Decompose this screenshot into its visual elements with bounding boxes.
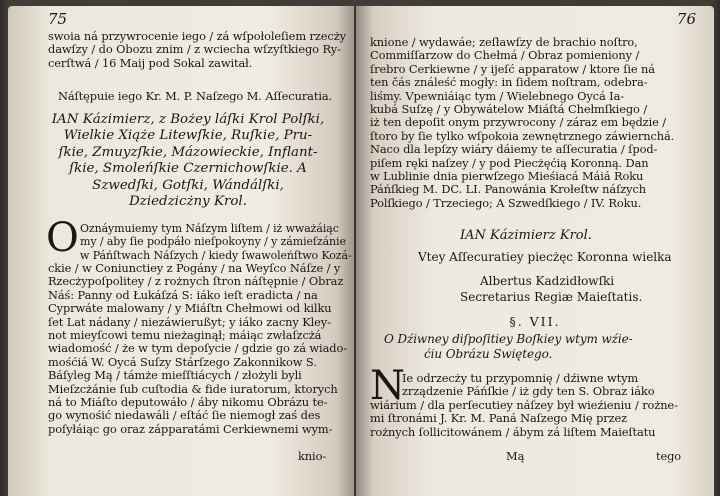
left-body-first	[80, 222, 352, 262]
text-line: Polſkiego / Trzeciego; A Szwedſkiego / IV. Roku.	[370, 195, 642, 210]
text-line: ná to Miáſto deputowáło / áby nikomu Obrázu te-	[48, 395, 328, 410]
right-body	[370, 36, 674, 210]
right-page-number: 76	[676, 10, 696, 28]
title-line: ſkie, Zmuyzſkie, Mázowieckie, Inflant-	[58, 144, 318, 160]
right-page	[356, 6, 714, 496]
text-line: zrządzenie Páńſkie / iż gdy ten S. Obraz iáko	[402, 384, 655, 399]
left-body	[48, 262, 347, 436]
left-catchword: knio-	[298, 449, 327, 463]
text-line: ſrebro Cerkiewne / y ijeſć apparatow / ktore ſie ná	[370, 61, 655, 76]
text-line: poſyłáiąc go oraz zápparatámi Cerkiewnemi wym-	[48, 421, 333, 436]
drop-cap: N	[370, 363, 405, 409]
left-page	[8, 6, 354, 496]
text-line: Naco dla lepſzy wiáry dáiemy te aſſecuratia / ſpod-	[370, 142, 658, 157]
text-line: Commiſſarzow do Chełmá / Obraz pomieniony /	[370, 48, 640, 63]
text-line: mośćiá W. Oycá Suſzy Stárſzego Zakonnikow S.	[48, 354, 317, 369]
left-heading: Náſtępuie iego Kr. M. P. Naſzego M. Aſſecuratia.	[58, 89, 333, 103]
title-line: Szwedſki, Gotſki, Wándálſki,	[92, 177, 284, 193]
text-line: mi ſtronámi J. Kr. M. Paná Naſzego Mię przez	[370, 411, 628, 426]
royal-title	[48, 112, 328, 210]
right-catchword: tego	[656, 449, 682, 463]
section-title	[384, 332, 633, 362]
text-line: piſem ręki naſzey / y pod Piecżęćią Koronną. Dan	[370, 155, 649, 170]
text-line: go wynośić niedawáli / eſtáć ſie niemogł zaś des	[48, 408, 321, 423]
text-line: w Páńſtwach Náſzych / kiedy ſwawoleńſtwo Kozá-	[80, 248, 352, 262]
text-line: Cyprwáte malowany / y Miáſtn Chełmowi od kilku	[48, 301, 332, 316]
left-page-number: 75	[48, 10, 68, 28]
text-line: cerſtwá / 16 Maij pod Sokal zawitał.	[48, 55, 253, 70]
section-mark: §. VII.	[509, 314, 561, 329]
title-line: ſkie, Smoleńſkie Czernichowſkie. A	[69, 161, 307, 177]
text-line: Ie odrzecży tu przypomnię / dźiwne wtym	[402, 371, 639, 385]
text-line: Rzecżypoſpolitey / z rożnych ſtron náſtępnie / Obraz	[48, 274, 344, 289]
text-line: Báſyleg Mą / támże mieſſtiácych / złożyli byli	[48, 368, 302, 383]
text-line: knione / wydawáe; zeſławſzy de brachio noſtro,	[370, 35, 638, 49]
text-line: wiárium / dla perſecutiey náſzey był wieźieniu / rożne-	[370, 398, 678, 412]
secretary-title: Secretarius Regiæ Maieſtatis.	[460, 290, 643, 304]
text-line: ten čás ználeść mogły: in ſidem noſtram, odebra-	[370, 75, 648, 90]
right-drop-body	[402, 372, 654, 399]
text-line: not mieyſcowi temu nieżaginął; máiąc zwłaſzcżá	[48, 328, 322, 343]
text-line: rożnych ſollicitowánem / ábym zá liſtem Maieſtatu	[370, 424, 656, 439]
right-catchword-left: Mą	[506, 449, 525, 463]
text-line: Mieſzcżánie ſub cuſtodia & fide iuratorum, ktorych	[48, 381, 338, 396]
drop-cap: O	[46, 215, 79, 261]
title-line: Wielkie Xiąże Litewſkie, Ruſkie, Pru-	[63, 128, 313, 144]
title-line: IAN Kázimierz, z Bożey láſki Krol Polſki,	[51, 112, 325, 127]
text-line: iż ten depoſit onym przywrocony / záraz em będzie /	[370, 115, 667, 130]
text-line: O Dźiwney diſpoſitiey Boſkiey wtym wźie-	[384, 332, 633, 346]
title-line: Dziedzicżny Krol.	[129, 194, 247, 210]
right-body-continued	[370, 399, 678, 439]
text-line: liśmy. Vpewniáiąc tym / Wielebnego Oycá Ia-	[370, 88, 625, 103]
text-line: Oznáymuiemy tym Náſzym liſtem / iż wważáiąc	[80, 222, 339, 235]
text-line: ſtoro by ſie tylko wſpokoia zewnętrznego záwiernchá.	[370, 128, 675, 143]
text-line: dawſzy / do Obozu znim / z wciecha wſzyſtkiego Ry-	[48, 42, 341, 57]
text-line: swoia ná przywrocenie iego / zá wſpołoleſiem rzecży	[48, 29, 346, 43]
text-line: ſet Lat nádany / niezáwierußyt; y iáko zacny Kley-	[48, 314, 331, 329]
seal-line: Vtey Aſſecuratiey piecżęc Koronna wielka	[418, 250, 672, 264]
secretary-name: Albertus Kadzidłowſki	[480, 274, 615, 288]
text-line: Páńſkieg M. DC. LI. Panowánia Krołeſtw náſzych	[370, 182, 646, 197]
text-line: w Lublinie dnia pierwſzego Mieśiacá Máiá Roku	[370, 169, 644, 184]
text-line: ckie / w Coniunctiey z Pogány / na Weyſco Náſze / y	[48, 261, 341, 275]
text-line: wiadomość / że w tym depoſycie / gdzie go zá wiado-	[48, 341, 347, 356]
king-signature: IAN Kázimierz Krol.	[460, 228, 592, 243]
text-line: ćiu Obrázu Swiętego.	[424, 347, 553, 361]
text-line: kubá Suſzę / y Obywátelow Miáſtá Chełmſkiego /	[370, 102, 648, 117]
text-line: Náś: Panny od Łukáſzá S: iáko ieſt eradicta / na	[48, 287, 318, 302]
left-intro	[48, 30, 346, 70]
text-line: my / aby ſie podpáło nieſpokoyny / y zámieſzánie	[80, 235, 346, 249]
